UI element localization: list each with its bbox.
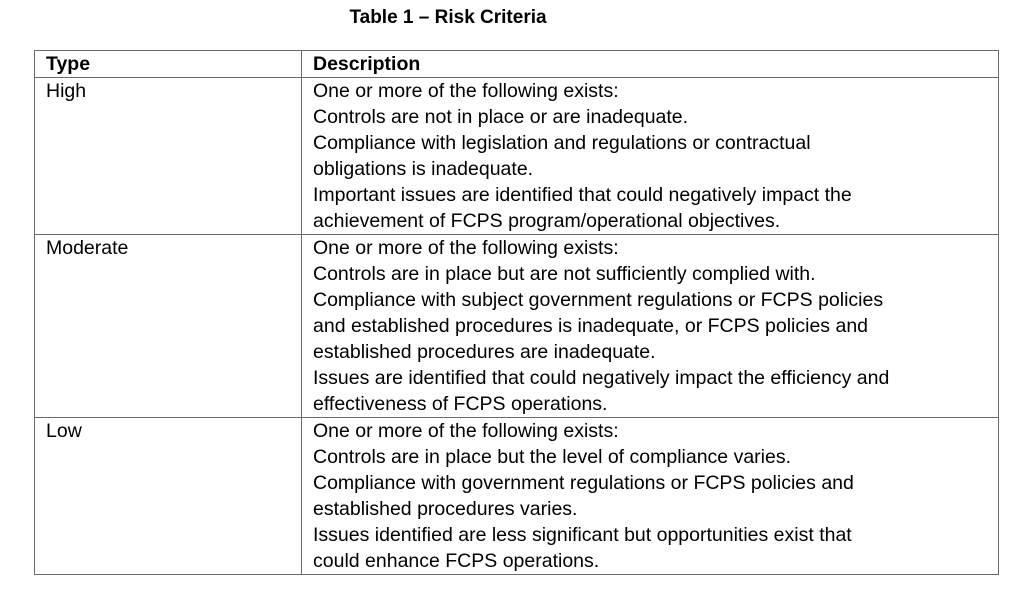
description-line: Compliance with government regulations or FCPS policies and xyxy=(313,472,854,494)
description-line: obligations is inadequate. xyxy=(313,158,534,180)
description-line: One or more of the following exists: xyxy=(313,237,619,259)
description-line: Compliance with subject government regulations or FCPS policies xyxy=(313,289,884,311)
description-line: Controls are in place but are not sufficiently complied with. xyxy=(313,263,816,285)
description-line: Important issues are identified that could negatively impact the xyxy=(313,184,852,206)
risk-description-cell xyxy=(302,418,999,575)
description-line: Controls are not in place or are inadequate. xyxy=(313,106,689,128)
description-line: and established procedures is inadequate, or FCPS policies and xyxy=(313,315,869,337)
description-line: Controls are in place but the level of compliance varies. xyxy=(313,446,791,468)
risk-type-cell: High xyxy=(35,78,302,235)
risk-type-cell: Moderate xyxy=(35,235,302,418)
risk-description-cell xyxy=(302,235,999,418)
table-header-row xyxy=(35,51,999,78)
table-row xyxy=(35,78,999,235)
description-line: Compliance with legislation and regulations or contractual xyxy=(313,132,811,154)
risk-description-cell xyxy=(302,78,999,235)
description-line: effectiveness of FCPS operations. xyxy=(313,393,608,415)
risk-criteria-table xyxy=(34,50,999,575)
table-caption: Table 1 – Risk Criteria xyxy=(349,7,547,28)
description-line: achievement of FCPS program/operational objectives. xyxy=(313,210,781,232)
description-line: One or more of the following exists: xyxy=(313,420,619,442)
column-header-type: Type xyxy=(35,51,302,78)
description-line: Issues identified are less significant but opportunities exist that xyxy=(313,524,852,546)
table-row xyxy=(35,418,999,575)
risk-type-cell: Low xyxy=(35,418,302,575)
description-line: established procedures are inadequate. xyxy=(313,341,656,363)
description-line: could enhance FCPS operations. xyxy=(313,550,600,572)
description-line: Issues are identified that could negatively impact the efficiency and xyxy=(313,367,890,389)
description-line: established procedures varies. xyxy=(313,498,578,520)
description-line: One or more of the following exists: xyxy=(313,80,619,102)
column-header-description: Description xyxy=(302,51,999,78)
table-row xyxy=(35,235,999,418)
